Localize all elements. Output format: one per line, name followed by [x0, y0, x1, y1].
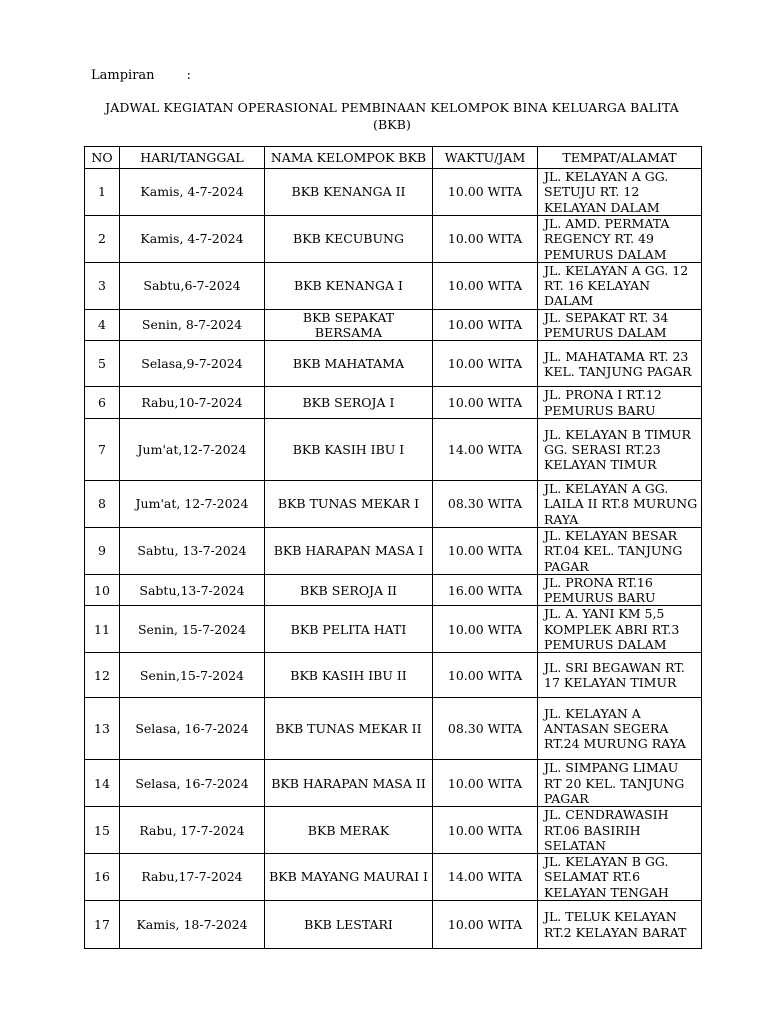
row-date-cell: Selasa, 16-7-2024 [120, 760, 265, 807]
column-header-time: WAKTU/JAM [433, 147, 538, 169]
row-date-cell: Rabu,17-7-2024 [120, 854, 265, 901]
table-row [85, 698, 702, 760]
row-time-cell: 10.00 WITA [433, 169, 538, 216]
row-place-cell: JL. KELAYAN A GG. LAILA II RT.8 MURUNG RAYA [538, 480, 702, 527]
row-time-cell: 10.00 WITA [433, 760, 538, 807]
row-group-name-cell: BKB PELITA HATI [265, 606, 433, 653]
row-place-cell: JL. TELUK KELAYAN RT.2 KELAYAN BARAT [538, 901, 702, 949]
row-group-name-cell: BKB KENANGA I [265, 262, 433, 309]
column-header-group-name: NAMA KELOMPOK BKB [265, 147, 433, 169]
row-no-cell: 8 [85, 480, 120, 527]
row-no-cell: 15 [85, 807, 120, 854]
table-row [85, 309, 702, 341]
row-place-cell: JL. KELAYAN A GG. SETUJU RT. 12 KELAYAN DALAM [538, 169, 702, 216]
table-row [85, 901, 702, 949]
row-time-cell: 10.00 WITA [433, 262, 538, 309]
table-row [85, 387, 702, 419]
row-no-cell: 17 [85, 901, 120, 949]
row-date-cell: Sabtu,6-7-2024 [120, 262, 265, 309]
row-group-name-cell: BKB TUNAS MEKAR II [265, 698, 433, 760]
table-row [85, 574, 702, 606]
row-time-cell: 10.00 WITA [433, 527, 538, 574]
row-place-cell: JL. SIMPANG LIMAU RT 20 KEL. TANJUNG PAGAR [538, 760, 702, 807]
row-date-cell: Rabu, 17-7-2024 [120, 807, 265, 854]
table-row [85, 216, 702, 263]
row-place-cell: JL. KELAYAN B GG. SELAMAT RT.6 KELAYAN TENGAH [538, 854, 702, 901]
table-row [85, 527, 702, 574]
table-row [85, 807, 702, 854]
row-time-cell: 10.00 WITA [433, 216, 538, 263]
table-row [85, 418, 702, 480]
row-group-name-cell: BKB SEROJA II [265, 574, 433, 606]
row-place-cell: JL. SEPAKAT RT. 34 PEMURUS DALAM [538, 309, 702, 341]
row-no-cell: 4 [85, 309, 120, 341]
row-date-cell: Rabu,10-7-2024 [120, 387, 265, 419]
lampiran-label: Lampiran [91, 68, 155, 83]
row-no-cell: 13 [85, 698, 120, 760]
table-row [85, 262, 702, 309]
row-time-cell: 10.00 WITA [433, 901, 538, 949]
row-time-cell: 14.00 WITA [433, 854, 538, 901]
row-no-cell: 1 [85, 169, 120, 216]
row-date-cell: Sabtu, 13-7-2024 [120, 527, 265, 574]
row-date-cell: Senin,15-7-2024 [120, 653, 265, 698]
row-date-cell: Selasa, 16-7-2024 [120, 698, 265, 760]
row-date-cell: Senin, 15-7-2024 [120, 606, 265, 653]
row-no-cell: 16 [85, 854, 120, 901]
row-date-cell: Selasa,9-7-2024 [120, 341, 265, 387]
table-header-row [85, 147, 702, 169]
lampiran-line [91, 68, 191, 83]
table-row [85, 169, 702, 216]
row-time-cell: 10.00 WITA [433, 606, 538, 653]
row-place-cell: JL. KELAYAN A ANTASAN SEGERA RT.24 MURUNG RAYA [538, 698, 702, 760]
row-group-name-cell: BKB SEROJA I [265, 387, 433, 419]
title-line-1: JADWAL KEGIATAN OPERASIONAL PEMBINAAN KELOMPOK BINA KELUARGA BALITA [105, 100, 679, 115]
row-place-cell: JL. KELAYAN B TIMUR GG. SERASI RT.23 KELAYAN TIMUR [538, 418, 702, 480]
column-header-date: HARI/TANGGAL [120, 147, 265, 169]
row-no-cell: 11 [85, 606, 120, 653]
row-group-name-cell: BKB KECUBUNG [265, 216, 433, 263]
table-body [85, 169, 702, 949]
row-date-cell: Kamis, 4-7-2024 [120, 169, 265, 216]
row-place-cell: JL. KELAYAN A GG. 12 RT. 16 KELAYAN DALAM [538, 262, 702, 309]
row-date-cell: Senin, 8-7-2024 [120, 309, 265, 341]
row-group-name-cell: BKB MAYANG MAURAI I [265, 854, 433, 901]
row-time-cell: 10.00 WITA [433, 387, 538, 419]
table-row [85, 341, 702, 387]
row-group-name-cell: BKB HARAPAN MASA II [265, 760, 433, 807]
table-row [85, 653, 702, 698]
table-row [85, 760, 702, 807]
row-no-cell: 3 [85, 262, 120, 309]
row-time-cell: 10.00 WITA [433, 341, 538, 387]
lampiran-colon: : [186, 68, 192, 83]
schedule-table [84, 146, 702, 949]
row-place-cell: JL. KELAYAN BESAR RT.04 KEL. TANJUNG PAGAR [538, 527, 702, 574]
row-group-name-cell: BKB LESTARI [265, 901, 433, 949]
row-group-name-cell: BKB KASIH IBU I [265, 418, 433, 480]
row-place-cell: JL. MAHATAMA RT. 23 KEL. TANJUNG PAGAR [538, 341, 702, 387]
row-time-cell: 14.00 WITA [433, 418, 538, 480]
column-header-place: TEMPAT/ALAMAT [538, 147, 702, 169]
row-no-cell: 12 [85, 653, 120, 698]
row-date-cell: Kamis, 18-7-2024 [120, 901, 265, 949]
row-group-name-cell: BKB MAHATAMA [265, 341, 433, 387]
row-group-name-cell: BKB SEPAKAT BERSAMA [265, 309, 433, 341]
row-no-cell: 14 [85, 760, 120, 807]
row-place-cell: JL. SRI BEGAWAN RT. 17 KELAYAN TIMUR [538, 653, 702, 698]
row-group-name-cell: BKB TUNAS MEKAR I [265, 480, 433, 527]
row-date-cell: Kamis, 4-7-2024 [120, 216, 265, 263]
row-date-cell: Sabtu,13-7-2024 [120, 574, 265, 606]
table-row [85, 480, 702, 527]
row-time-cell: 10.00 WITA [433, 807, 538, 854]
row-group-name-cell: BKB KASIH IBU II [265, 653, 433, 698]
row-no-cell: 9 [85, 527, 120, 574]
row-no-cell: 6 [85, 387, 120, 419]
title-line-2: (BKB) [373, 117, 411, 132]
row-no-cell: 7 [85, 418, 120, 480]
row-time-cell: 10.00 WITA [433, 653, 538, 698]
row-date-cell: Jum'at, 12-7-2024 [120, 480, 265, 527]
column-header-no: NO [85, 147, 120, 169]
row-no-cell: 10 [85, 574, 120, 606]
document-title [84, 99, 700, 133]
row-time-cell: 10.00 WITA [433, 309, 538, 341]
table-row [85, 606, 702, 653]
row-time-cell: 08.30 WITA [433, 698, 538, 760]
row-no-cell: 5 [85, 341, 120, 387]
row-time-cell: 08.30 WITA [433, 480, 538, 527]
row-group-name-cell: BKB HARAPAN MASA I [265, 527, 433, 574]
row-place-cell: JL. AMD. PERMATA REGENCY RT. 49 PEMURUS DALAM [538, 216, 702, 263]
row-time-cell: 16.00 WITA [433, 574, 538, 606]
row-place-cell: JL. CENDRAWASIH RT.06 BASIRIH SELATAN [538, 807, 702, 854]
row-place-cell: JL. PRONA RT.16 PEMURUS BARU [538, 574, 702, 606]
row-place-cell: JL. A. YANI KM 5,5 KOMPLEK ABRI RT.3 PEMURUS DALAM [538, 606, 702, 653]
table-row [85, 854, 702, 901]
row-group-name-cell: BKB KENANGA II [265, 169, 433, 216]
row-no-cell: 2 [85, 216, 120, 263]
row-place-cell: JL. PRONA I RT.12 PEMURUS BARU [538, 387, 702, 419]
row-group-name-cell: BKB MERAK [265, 807, 433, 854]
row-date-cell: Jum'at,12-7-2024 [120, 418, 265, 480]
